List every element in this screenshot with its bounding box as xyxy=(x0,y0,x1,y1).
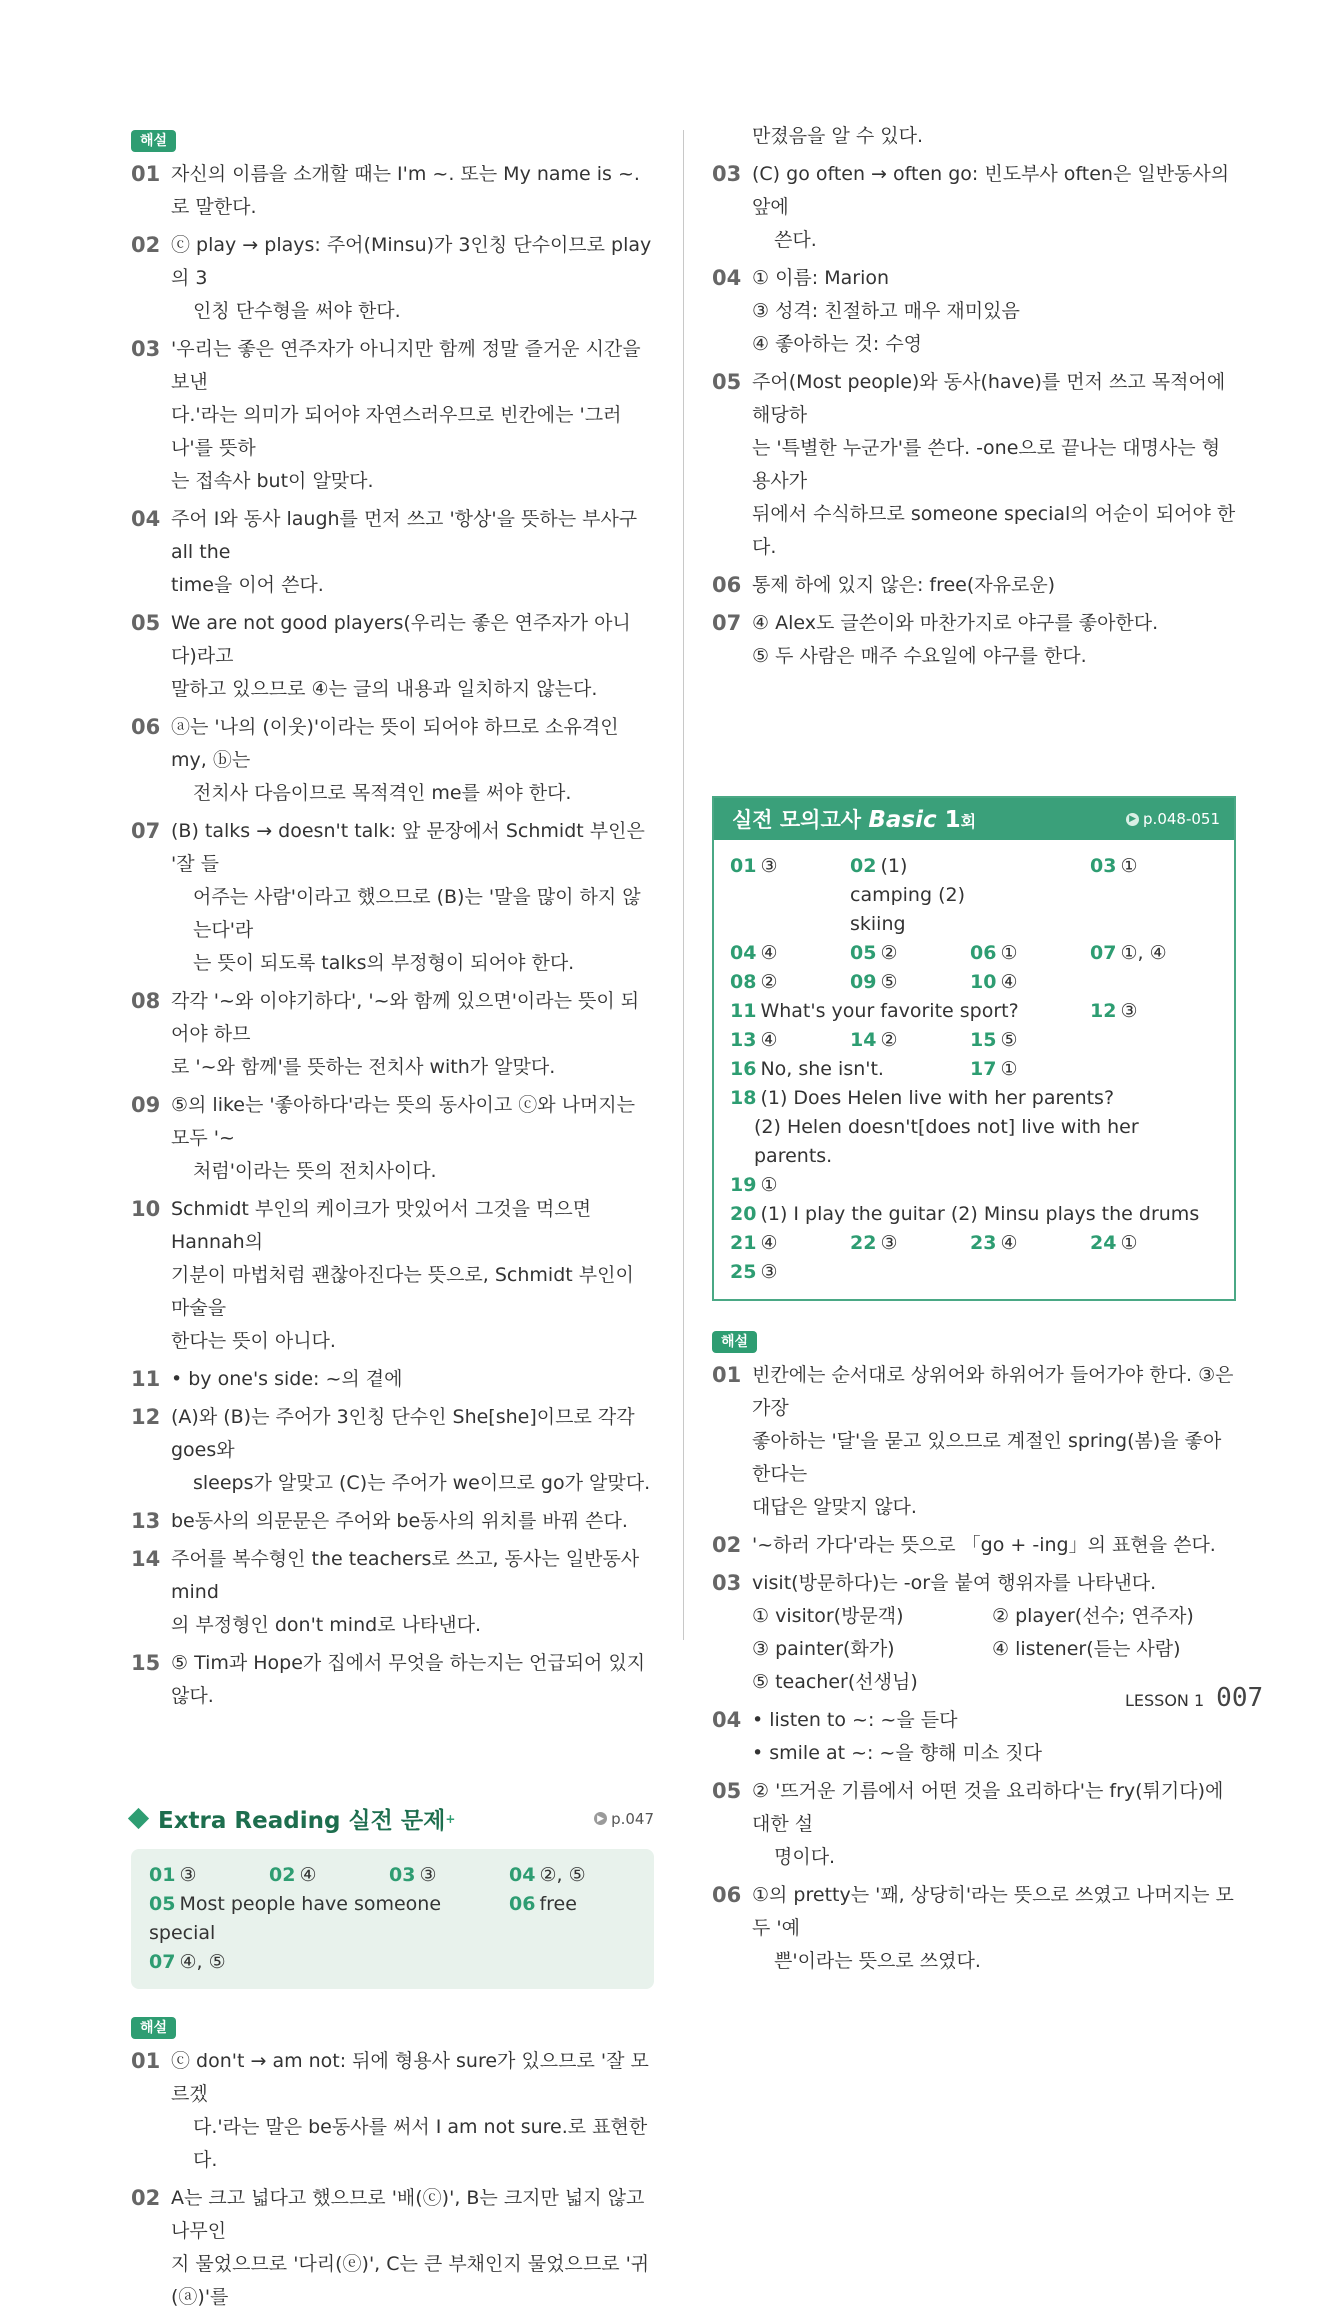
answer-value: ④ xyxy=(760,1232,778,1254)
answer-cell xyxy=(730,939,850,968)
answer-cell xyxy=(850,1229,970,1258)
item-number: 01 xyxy=(712,1363,742,1387)
answer-number: 15 xyxy=(970,1029,997,1051)
answer-value: (1) camping (2) skiing xyxy=(850,855,965,935)
answer-value: ③ xyxy=(760,1261,778,1283)
explanation-line: 주어 I와 동사 laugh를 먼저 쓰고 '항상'을 뜻하는 부사구 all the xyxy=(171,508,638,563)
explanation-line: 는 접속사 but이 알맞다. xyxy=(171,470,374,492)
answer-number: 02 xyxy=(850,855,877,877)
answer-cell xyxy=(1090,1055,1218,1084)
answer-cell xyxy=(730,1171,850,1200)
explanation-line: 주어(Most people)와 동사(have)를 먼저 쓰고 목적어에 해당하 xyxy=(752,371,1226,426)
word-option: ③ painter(화가) xyxy=(752,1638,895,1660)
explanation-line: 좋아하는 '달'을 묻고 있으므로 계절인 spring(봄)을 좋아한다는 xyxy=(752,1430,1222,1485)
explanation-item xyxy=(131,1193,654,1358)
item-number: 09 xyxy=(131,1093,161,1117)
item-number: 05 xyxy=(712,1779,742,1803)
item-number: 06 xyxy=(131,715,161,739)
answer-cell xyxy=(970,968,1090,997)
explanation-item xyxy=(712,1529,1236,1562)
answer-value: ③ xyxy=(419,1864,437,1886)
answer-cell xyxy=(970,1229,1090,1258)
item-number: 02 xyxy=(131,233,161,257)
answer-cell xyxy=(970,939,1090,968)
answer-number: 14 xyxy=(850,1029,877,1051)
explanation-line: 뒤에서 수식하므로 someone special의 어순이 되어야 한다. xyxy=(752,503,1236,558)
explanation-line: A는 크고 넓다고 했으므로 '배(ⓒ)', B는 크지만 넓지 않고 나무인 xyxy=(171,2187,645,2242)
item-number: 01 xyxy=(131,2049,161,2073)
explanation-item xyxy=(131,333,654,498)
item-number: 03 xyxy=(712,1571,742,1595)
item-number: 13 xyxy=(131,1509,161,1533)
answer-cell xyxy=(970,1026,1090,1055)
explanation-item xyxy=(131,158,654,224)
answer-value: (1) I play the guitar (2) Minsu plays the drums xyxy=(760,1203,1200,1225)
answer-cell xyxy=(730,1084,1218,1113)
explanation-item xyxy=(712,1359,1236,1524)
answer-cell xyxy=(730,1258,850,1287)
word-option: ⑤ teacher(선생님) xyxy=(752,1671,918,1693)
explanation-item xyxy=(131,1543,654,1642)
answer-number: 19 xyxy=(730,1174,757,1196)
word-option: ② player(선수; 연주자) xyxy=(992,1605,1194,1627)
answer-cell xyxy=(1090,1026,1218,1055)
explanation-item xyxy=(712,1879,1236,1978)
explanation-line: 로 '~와 함께'를 뜻하는 전치사 with가 알맞다. xyxy=(171,1056,556,1078)
extra-answer-box xyxy=(131,1849,654,1989)
explanation-list xyxy=(131,158,654,1713)
explanation-list-continued xyxy=(712,120,1236,673)
explanation-line: • by one's side: ~의 곁에 xyxy=(171,1368,403,1390)
answer-value: ⑤ xyxy=(1000,1029,1018,1051)
explanation-line: 빈칸에는 순서대로 상위어와 하위어가 들어가야 한다. ③은 가장 xyxy=(752,1364,1234,1419)
answer-cell xyxy=(730,1113,1218,1171)
explanation-line: 다.'라는 말은 be동사를 써서 I am not sure.로 표현한다. xyxy=(193,2116,648,2171)
word-option: ④ listener(듣는 사람) xyxy=(992,1638,1181,1660)
explanation-line: 주어를 복수형인 the teachers로 쓰고, 동사는 일반동사 mind xyxy=(171,1548,640,1603)
answer-cell xyxy=(1090,1229,1218,1258)
item-number: 07 xyxy=(712,611,742,635)
extra-explanation-badge: 해설 xyxy=(131,2015,654,2039)
explanation-line: (B) talks → doesn't talk: 앞 문장에서 Schmidt 부인은 '잘 들 xyxy=(171,820,645,875)
item-number: 12 xyxy=(131,1405,161,1429)
answer-value: ② xyxy=(760,971,778,993)
answer-number: 22 xyxy=(850,1232,877,1254)
answer-cell xyxy=(730,1200,1218,1229)
answer-value: ④, ⑤ xyxy=(179,1951,226,1973)
answer-number: 17 xyxy=(970,1058,997,1080)
explanation-line: 말하고 있으므로 ④는 글의 내용과 일치하지 않는다. xyxy=(171,678,598,700)
practice-test-box xyxy=(712,796,1236,1301)
explanation-item xyxy=(131,985,654,1084)
answer-cell xyxy=(1090,1171,1218,1200)
answer-cell xyxy=(970,1171,1090,1200)
explanation-item xyxy=(131,1089,654,1188)
answer-cell xyxy=(850,852,970,939)
explanation-line: '우리는 좋은 연주자가 아니지만 함께 정말 즐거운 시간을 보낸 xyxy=(171,338,641,393)
item-number: 11 xyxy=(131,1367,161,1391)
answer-value: ④ xyxy=(1000,971,1018,993)
answer-value: ①, ④ xyxy=(1120,942,1167,964)
explanation-item xyxy=(131,815,654,980)
answer-number: 11 xyxy=(730,1000,757,1022)
item-number: 03 xyxy=(712,162,742,186)
item-number: 10 xyxy=(131,1197,161,1221)
practice-test-header xyxy=(714,798,1234,840)
explanation-line: ⑤ 두 사람은 매주 수요일에 야구를 한다. xyxy=(752,645,1087,667)
explanation-item xyxy=(712,262,1236,361)
explanation-item xyxy=(131,607,654,706)
explanation-line: 대답은 알맞지 않다. xyxy=(752,1496,917,1518)
extra-reading-header xyxy=(131,1802,654,1835)
explanation-item xyxy=(712,569,1236,602)
answer-cell xyxy=(730,1026,850,1055)
explanation-line: ⑤ Tim과 Hope가 집에서 무엇을 하는지는 언급되어 있지 않다. xyxy=(171,1652,646,1707)
item-number: 07 xyxy=(131,819,161,843)
answer-value: ⑤ xyxy=(880,971,898,993)
answer-value: ① xyxy=(1000,1058,1018,1080)
answer-number: 10 xyxy=(970,971,997,993)
answer-cell xyxy=(730,1055,970,1084)
explanation-item xyxy=(712,158,1236,257)
item-number: 04 xyxy=(712,266,742,290)
answer-number: 02 xyxy=(269,1864,296,1886)
page-number: 007 xyxy=(1216,1683,1264,1713)
practice-test-title: 실전 모의고사 Basic 1회 xyxy=(732,807,977,833)
answer-value: (2) Helen doesn't[does not] live with her parents. xyxy=(754,1116,1139,1167)
answer-value: (1) Does Helen live with her parents? xyxy=(760,1087,1115,1109)
answer-number: 24 xyxy=(1090,1232,1117,1254)
answer-number: 03 xyxy=(389,1864,416,1886)
explanation-item xyxy=(712,1704,1236,1770)
explanation-line: 한다는 뜻이 아니다. xyxy=(171,1330,336,1352)
answer-number: 05 xyxy=(850,942,877,964)
answer-cell xyxy=(1090,997,1218,1026)
answer-value: ②, ⑤ xyxy=(539,1864,586,1886)
answer-value: ① xyxy=(1000,942,1018,964)
explanation-item xyxy=(712,1567,1236,1699)
answer-cell xyxy=(970,1258,1090,1287)
explanation-line: 전치사 다음이므로 목적격인 me를 써야 한다. xyxy=(193,782,572,804)
answer-cell xyxy=(970,852,1090,939)
answer-cell xyxy=(149,1861,269,1890)
item-number: 15 xyxy=(131,1651,161,1675)
answer-value: No, she isn't. xyxy=(760,1058,884,1080)
arrow-icon: ▶ xyxy=(1126,813,1139,826)
explanation-item xyxy=(131,2045,654,2177)
explanation-line: 만졌음을 알 수 있다. xyxy=(752,125,923,147)
item-number: 05 xyxy=(131,611,161,635)
explanation-line: ④ Alex도 글쓴이와 마찬가지로 야구를 좋아한다. xyxy=(752,612,1159,634)
explanation-line: '~하러 가다'라는 뜻으로 「go + -ing」의 표현을 쓴다. xyxy=(752,1534,1216,1556)
answer-number: 12 xyxy=(1090,1000,1117,1022)
explanation-line: ①의 pretty는 '꽤, 상당히'라는 뜻으로 쓰였고 나머지는 모두 '예 xyxy=(752,1884,1234,1939)
answer-number: 13 xyxy=(730,1029,757,1051)
answer-value: ④ xyxy=(760,942,778,964)
explanation-line: 는 뜻이 되도록 talks의 부정형이 되어야 한다. xyxy=(193,952,575,974)
answer-cell xyxy=(850,939,970,968)
explanation-item xyxy=(131,2182,654,2314)
answer-cell xyxy=(730,852,850,939)
answer-cell xyxy=(730,997,1090,1026)
answer-number: 18 xyxy=(730,1087,757,1109)
answer-cell xyxy=(149,1890,509,1948)
answer-value: Most people have someone special xyxy=(149,1893,442,1944)
answer-value: ④ xyxy=(760,1029,778,1051)
explanation-item xyxy=(712,366,1236,564)
explanation-line: • smile at ~: ~을 향해 미소 짓다 xyxy=(752,1742,1042,1764)
explanation-line: 어주는 사람'이라고 했으므로 (B)는 '말을 많이 하지 않는다'라 xyxy=(193,886,641,941)
explanation-line: 기분이 마법처럼 괜찮아진다는 뜻으로, Schmidt 부인이 마술을 xyxy=(171,1264,634,1319)
explanation-item xyxy=(131,1505,654,1538)
explanation-item xyxy=(131,1363,654,1396)
answer-number: 08 xyxy=(730,971,757,993)
answer-number: 04 xyxy=(509,1864,536,1886)
answer-value: ③ xyxy=(760,855,778,877)
answer-number: 06 xyxy=(509,1893,536,1915)
explanation-line: be동사의 의문문은 주어와 be동사의 위치를 바꿔 쓴다. xyxy=(171,1510,628,1532)
answer-value: ① xyxy=(1120,1232,1138,1254)
answer-number: 07 xyxy=(149,1951,176,1973)
answer-cell xyxy=(730,968,850,997)
explanation-item xyxy=(131,1647,654,1713)
explanation-line: ③ 성격: 친절하고 매우 재미있음 xyxy=(752,300,1020,322)
item-number: 05 xyxy=(712,370,742,394)
item-number: 03 xyxy=(131,337,161,361)
explanation-line: ⓒ don't → am not: 뒤에 형용사 sure가 있으므로 '잘 모르겠 xyxy=(171,2050,649,2105)
arrow-icon: ▶ xyxy=(594,1812,607,1825)
answer-cell xyxy=(1090,968,1218,997)
explanation-line: sleeps가 알맞고 (C)는 주어가 we이므로 go가 알맞다. xyxy=(193,1472,651,1494)
answer-cell xyxy=(389,1861,509,1890)
explanation-item xyxy=(131,503,654,602)
answer-number: 01 xyxy=(730,855,757,877)
explanation-item xyxy=(712,120,1236,153)
answer-cell xyxy=(149,1948,636,1977)
word-option: ① visitor(방문객) xyxy=(752,1605,904,1627)
left-column xyxy=(131,128,654,2319)
answer-cell xyxy=(970,1055,1090,1084)
explanation-line: (C) go often → often go: 빈도부사 often은 일반동사의 앞에 xyxy=(752,163,1230,218)
explanation-line: 다.'라는 의미가 되어야 자연스러우므로 빈칸에는 '그러나'를 뜻하 xyxy=(171,404,622,459)
answer-number: 16 xyxy=(730,1058,757,1080)
item-number: 02 xyxy=(712,1533,742,1557)
page-footer xyxy=(1125,1683,1263,1713)
explanation-line: We are not good players(우리는 좋은 연주자가 아니다)라고 xyxy=(171,612,631,667)
explanation-line: visit(방문하다)는 -or을 붙여 행위자를 나타낸다. xyxy=(752,1572,1157,1594)
explanation-line: 자신의 이름을 소개할 때는 I'm ~. 또는 My name is ~.로 말한다. xyxy=(171,163,640,218)
item-number: 08 xyxy=(131,989,161,1013)
item-number: 04 xyxy=(712,1708,742,1732)
extra-reading-title: Extra Reading 실전 문제 + xyxy=(131,1802,455,1835)
answer-number: 25 xyxy=(730,1261,757,1283)
lesson-label: LESSON 1 xyxy=(1125,1691,1205,1710)
answer-number: 05 xyxy=(149,1893,176,1915)
item-number: 06 xyxy=(712,573,742,597)
answer-value: ④ xyxy=(1000,1232,1018,1254)
item-number: 14 xyxy=(131,1547,161,1571)
answer-value: ① xyxy=(760,1174,778,1196)
answer-value: ③ xyxy=(1120,1000,1138,1022)
answer-cell xyxy=(850,1026,970,1055)
answer-number: 23 xyxy=(970,1232,997,1254)
explanation-line: 통제 하에 있지 않은: free(자유로운) xyxy=(752,574,1056,596)
page-reference: ▶ p.047 xyxy=(594,1810,654,1828)
answer-number: 01 xyxy=(149,1864,176,1886)
answer-cell xyxy=(850,1171,970,1200)
explanation-line: ⓐ는 '나의 (이웃)'이라는 뜻이 되어야 하므로 소유격인 my, ⓑ는 xyxy=(171,716,619,771)
answer-value: free xyxy=(539,1893,577,1915)
answer-value: ③ xyxy=(880,1232,898,1254)
explanation-line: time을 이어 쓴다. xyxy=(171,574,324,596)
explanation-line: 각각 '~와 이야기하다', '~와 함께 있으면'이라는 뜻이 되어야 하므 xyxy=(171,990,640,1045)
explanation-item xyxy=(131,711,654,810)
item-number: 04 xyxy=(131,507,161,531)
explanation-line: 는 '특별한 누군가'를 쓴다. -one으로 끝나는 대명사는 형용사가 xyxy=(752,437,1221,492)
answer-number: 21 xyxy=(730,1232,757,1254)
explanation-line: 쓴다. xyxy=(774,229,817,251)
answer-number: 09 xyxy=(850,971,877,993)
explanation-line: (A)와 (B)는 주어가 3인칭 단수인 She[she]이므로 각각 goes와 xyxy=(171,1406,635,1461)
answer-number: 04 xyxy=(730,942,757,964)
explanation-line: ② '뜨거운 기름에서 어떤 것을 요리하다'는 fry(튀기다)에 대한 설 xyxy=(752,1780,1224,1835)
diamond-icon xyxy=(128,1808,149,1829)
answer-cell xyxy=(269,1861,389,1890)
explanation-badge: 해설 xyxy=(131,128,654,152)
column-divider xyxy=(683,130,684,1640)
answer-number: 07 xyxy=(1090,942,1117,964)
answer-cell xyxy=(730,1229,850,1258)
answer-cell xyxy=(509,1861,636,1890)
answer-value: ④ xyxy=(299,1864,317,1886)
explanation-line: ⑤의 like는 '좋아하다'라는 뜻의 동사이고 ⓒ와 나머지는 모두 '~ xyxy=(171,1094,636,1149)
item-number: 02 xyxy=(131,2186,161,2210)
page-reference: ▶ p.048-051 xyxy=(1126,810,1220,828)
answer-cell xyxy=(1090,939,1218,968)
explanation-line: ④ 좋아하는 것: 수영 xyxy=(752,333,923,355)
answer-number: 06 xyxy=(970,942,997,964)
explanation-line: ① 이름: Marion xyxy=(752,267,890,289)
explanation-line: 쁜'이라는 뜻으로 쓰였다. xyxy=(774,1950,981,1972)
answer-number: 20 xyxy=(730,1203,757,1225)
item-number: 06 xyxy=(712,1883,742,1907)
explanation-line: 인칭 단수형을 써야 한다. xyxy=(193,300,401,322)
answer-cell xyxy=(1090,1258,1218,1287)
answer-value: ② xyxy=(880,1029,898,1051)
word-pair-row xyxy=(752,1600,1236,1633)
explanation-item xyxy=(712,1775,1236,1874)
answer-value: ① xyxy=(1120,855,1138,877)
item-number: 01 xyxy=(131,162,161,186)
explanation-line: 명이다. xyxy=(774,1846,836,1868)
answer-cell xyxy=(1090,852,1218,939)
test-explanation-list xyxy=(712,1359,1236,1978)
answer-value: What's your favorite sport? xyxy=(760,1000,1019,1022)
answer-cell xyxy=(850,1258,970,1287)
answer-cell xyxy=(509,1890,636,1948)
explanation-line: ⓒ play → plays: 주어(Minsu)가 3인칭 단수이므로 play의 3 xyxy=(171,234,652,289)
answer-number: 03 xyxy=(1090,855,1117,877)
explanation-line: 지 물었으므로 '다리(ⓔ)', C는 큰 부채인지 물었으므로 '귀(ⓐ)'를 xyxy=(171,2253,650,2308)
explanation-line: Schmidt 부인의 케이크가 맛있어서 그것을 먹으면 Hannah의 xyxy=(171,1198,592,1253)
extra-explanation-list xyxy=(131,2045,654,2314)
explanation-item xyxy=(131,1401,654,1500)
test-explanation-badge: 해설 xyxy=(712,1329,1236,1353)
answer-value: ② xyxy=(880,942,898,964)
answer-value: ③ xyxy=(179,1864,197,1886)
answer-cell xyxy=(850,968,970,997)
word-pair-row xyxy=(752,1633,1236,1666)
explanation-line: 의 부정형인 don't mind로 나타낸다. xyxy=(171,1614,482,1636)
explanation-line: 처럼'이라는 뜻의 전치사이다. xyxy=(193,1160,437,1182)
explanation-line: • listen to ~: ~을 듣다 xyxy=(752,1709,958,1731)
explanation-item xyxy=(712,607,1236,673)
explanation-item xyxy=(131,229,654,328)
